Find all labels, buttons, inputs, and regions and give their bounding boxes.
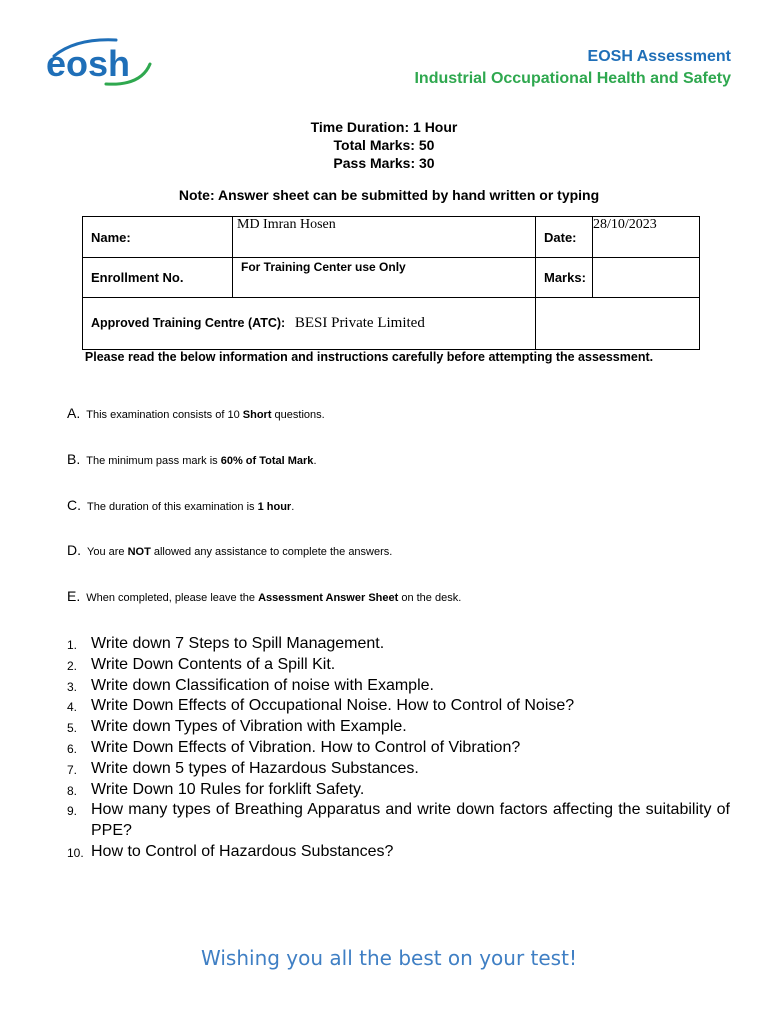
atc-label: Approved Training Centre (ATC): — [91, 316, 286, 330]
name-field[interactable]: MD Imran Hosen — [233, 217, 536, 258]
time-duration: Time Duration: 1 Hour — [310, 119, 458, 135]
atc-blank — [536, 298, 700, 350]
candidate-info-table — [82, 216, 700, 350]
question-item: 5. Write down Types of Vibration with Example. — [67, 718, 407, 736]
submission-note: Note: Answer sheet can be submitted by hand written or typing — [178, 187, 600, 203]
instruction-d: D. You are NOT allowed any assistance to complete the answers. — [67, 542, 393, 558]
marks-label: Marks: — [536, 258, 593, 298]
name-label: Name: — [83, 217, 233, 258]
question-item: 2. Write Down Contents of a Spill Kit. — [67, 655, 336, 673]
instruction-b: B. The minimum pass mark is 60% of Total Mark. — [67, 451, 317, 467]
instruction-a: A. This examination consists of 10 Short questions. — [67, 405, 325, 421]
total-marks: Total Marks: 50 — [333, 137, 435, 153]
question-item: 7. Write down 5 types of Hazardous Substances. — [67, 759, 419, 777]
eosh-logo — [46, 36, 156, 88]
enrollment-label: Enrollment No. — [83, 258, 233, 298]
atc-cell — [83, 298, 536, 350]
enrollment-field[interactable]: For Training Center use Only — [233, 258, 536, 298]
question-item: 10. How to Control of Hazardous Substances? — [67, 842, 394, 860]
atc-field[interactable]: BESI Private Limited — [294, 315, 425, 331]
header-subtitle: Industrial Occupational Health and Safety — [414, 70, 731, 87]
date-field[interactable]: 28/10/2023 — [593, 217, 700, 258]
pass-marks: Pass Marks: 30 — [333, 155, 435, 171]
svg-text:eosh: eosh — [46, 43, 131, 84]
question-item: 8. Write Down 10 Rules for forklift Safety. — [67, 780, 365, 798]
header-title: EOSH Assessment — [587, 48, 731, 65]
good-luck-message: Wishing you all the best on your test! — [201, 946, 577, 970]
question-item: 1. Write down 7 Steps to Spill Management. — [67, 635, 385, 652]
marks-field[interactable] — [593, 258, 700, 298]
question-list — [67, 634, 730, 863]
question-item: 6. Write Down Effects of Vibration. How to Control of Vibration? — [67, 738, 521, 756]
question-item: 4. Write Down Effects of Occupational Noise. How to Control of Noise? — [67, 697, 575, 715]
question-item: 3. Write down Classification of noise with Example. — [67, 676, 434, 694]
date-label: Date: — [536, 217, 593, 258]
instruction-e: E. When completed, please leave the Assessment Answer Sheet on the desk. — [67, 588, 462, 604]
instruction-c: C. The duration of this examination is 1 hour. — [67, 497, 295, 513]
question-item: 9. How many types of Breathing Apparatus and write down factors affecting the suitability of PPE? — [67, 801, 730, 840]
instructions-heading: Please read the below information and instructions carefully before attempting the assessment. — [84, 350, 654, 364]
